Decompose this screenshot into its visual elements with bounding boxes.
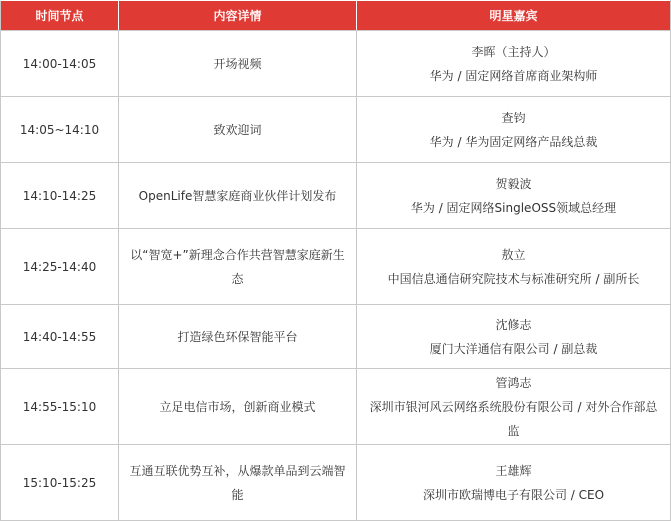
guest-name: 敖立 (501, 247, 526, 262)
time-cell: 14:00-14:05 (1, 31, 119, 97)
header-row (1, 1, 671, 31)
content-cell: 致欢迎词 (119, 97, 357, 163)
content-cell: 互通互联优势互补，从爆款单品到云端智能 (119, 445, 357, 521)
guest-title: 华为 / 固定网络首席商业架构师 (429, 68, 598, 83)
time-cell: 15:10-15:25 (1, 445, 119, 521)
time-cell: 14:05~14:10 (1, 97, 119, 163)
guest-name: 沈修志 (495, 317, 532, 332)
table-row (1, 305, 671, 369)
guest-name: 贺毅波 (495, 176, 532, 191)
guest-cell (357, 369, 671, 445)
guest-name: 管鸿志 (495, 375, 532, 390)
table-row (1, 163, 671, 229)
header-content: 内容详情 (119, 1, 357, 31)
guest-name: 查钧 (501, 110, 526, 125)
guest-cell (357, 305, 671, 369)
guest-title: 华为 / 固定网络SingleOSS领域总经理 (410, 200, 617, 215)
content-cell: 开场视频 (119, 31, 357, 97)
guest-cell (357, 445, 671, 521)
guest-name: 李晖（主持人） (471, 44, 556, 59)
time-cell: 14:55-15:10 (1, 369, 119, 445)
time-cell: 14:10-14:25 (1, 163, 119, 229)
guest-title: 深圳市欧瑞博电子有限公司 / CEO (422, 487, 605, 502)
time-cell: 14:25-14:40 (1, 229, 119, 305)
time-cell: 14:40-14:55 (1, 305, 119, 369)
content-cell: 以“智宽+”新理念合作共营智慧家庭新生态 (119, 229, 357, 305)
guest-cell (357, 97, 671, 163)
guest-title: 深圳市银河风云网络系统股份有限公司 / 对外合作部总监 (369, 399, 658, 438)
guest-name: 王雄辉 (495, 463, 532, 478)
content-cell: 立足电信市场，创新商业模式 (119, 369, 357, 445)
header-guest: 明星嘉宾 (357, 1, 671, 31)
table-row (1, 369, 671, 445)
table-row (1, 97, 671, 163)
guest-cell (357, 31, 671, 97)
table-row (1, 229, 671, 305)
guest-title: 华为 / 华为固定网络产品线总裁 (429, 134, 598, 149)
content-cell: OpenLife智慧家庭商业伙伴计划发布 (119, 163, 357, 229)
content-cell: 打造绿色环保智能平台 (119, 305, 357, 369)
guest-cell (357, 229, 671, 305)
table-row (1, 445, 671, 521)
guest-title: 中国信息通信研究院技术与标准研究所 / 副所长 (387, 271, 640, 286)
guest-cell (357, 163, 671, 229)
guest-title: 厦门大洋通信有限公司 / 副总裁 (429, 341, 598, 356)
table-row (1, 31, 671, 97)
header-time: 时间节点 (1, 1, 119, 31)
